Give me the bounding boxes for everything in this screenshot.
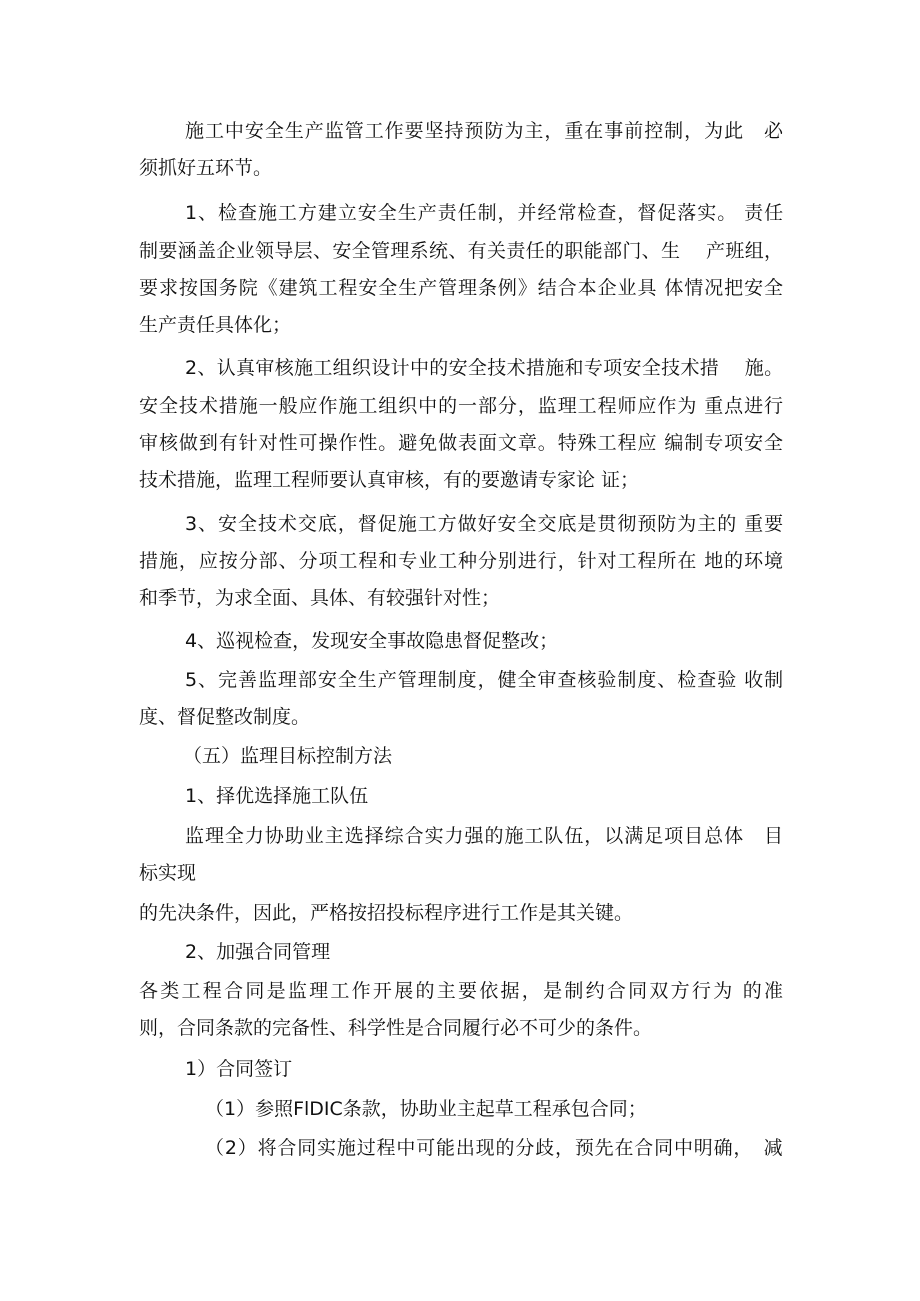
paragraph-line: 则，合同条款的完备性、科学性是合同履行必不可少的条件。 [139, 1017, 653, 1039]
paragraph-line: 3、安全技术交底，督促施工方做好安全交底是贯彻预防为主的 重要 [185, 513, 785, 535]
subsection-heading: 2、加强合同管理 [185, 941, 331, 963]
section-heading: （五）监理目标控制方法 [183, 745, 393, 767]
paragraph-line: 度、督促整改制度。 [139, 706, 311, 728]
paragraph-line: 生产责任具体化； [139, 314, 292, 336]
paragraph-line: 2、认真审核施工组织设计中的安全技术措施和专项安全技术措 施。 [185, 357, 784, 379]
paragraph-line: 的先决条件，因此，严格按招投标程序进行工作是其关键。 [139, 902, 634, 924]
paragraph-line: 4、巡视检查，发现安全事故隐患督促整改； [185, 630, 559, 652]
paragraph-line: 1、检查施工方建立安全生产责任制，并经常检查，督促落实。 责任 [185, 202, 785, 224]
paragraph-line: 各类工程合同是监理工作开展的主要依据，是制约合同双方行为 的准 [139, 980, 786, 1002]
paragraph-line: 和季节，为求全面、具体、有较强针对性； [139, 587, 501, 609]
paragraph-line: 5、完善监理部安全生产管理制度，健全审查核验制度、检查验 收制 [185, 669, 785, 691]
paragraph-line: 标实现 [139, 862, 197, 884]
paragraph-line: 审核做到有针对性可操作性。避免做表面文章。特殊工程应 编制专项安全 [139, 432, 784, 454]
paragraph-line: 安全技术措施一般应作施工组织中的一部分，监理工程师应作为 重点进行 [139, 395, 784, 417]
subsection-heading: 1、择优选择施工队伍 [185, 785, 369, 807]
list-heading: 1）合同签订 [185, 1058, 293, 1080]
list-item: （2）将合同实施过程中可能出现的分歧，预先在合同中明确， 减 [205, 1137, 784, 1159]
paragraph-line: 技术措施，监理工程师要认真审核，有的要邀请专家论 证； [139, 469, 640, 491]
list-item: （1）参照FlDIC条款，协助业主起草工程承包合同； [205, 1098, 647, 1120]
paragraph-line: 监理全力协助业主选择综合实力强的施工队伍，以满足项目总体 目 [185, 825, 784, 847]
paragraph-line: 制要涵盖企业领导层、安全管理系统、有关责任的职能部门、生 产班组， [139, 240, 784, 262]
paragraph-line: 须抓好五环节。 [139, 157, 273, 179]
paragraph-line: 要求按国务院《建筑工程安全生产管理条例》结合本企业具 体情况把安全 [139, 277, 784, 299]
paragraph-line: 措施，应按分部、分项工程和专业工种分别进行，针对工程所在 地的环境 [139, 550, 784, 572]
paragraph-line: 施工中安全生产监管工作要坚持预防为主，重在事前控制，为此 必 [185, 120, 784, 142]
